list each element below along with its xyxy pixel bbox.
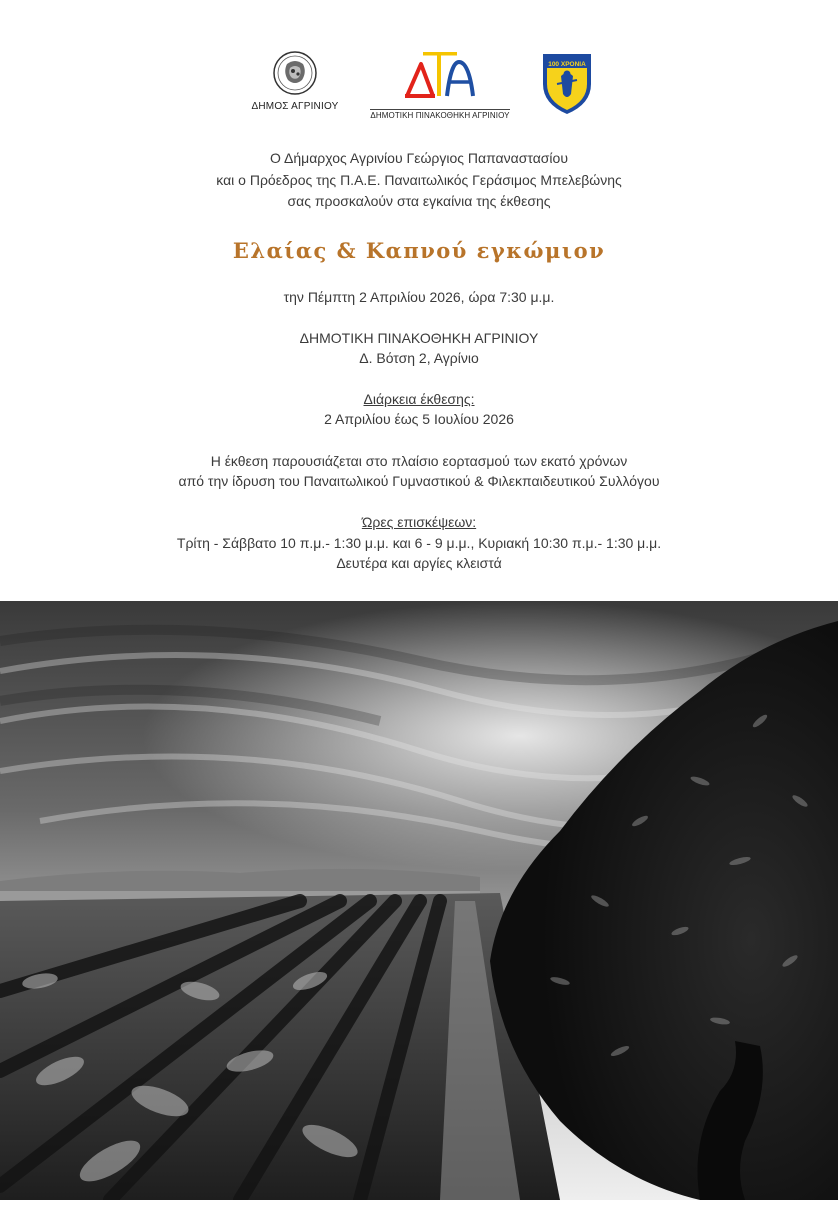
pae-badge-text: 100 ΧΡΟΝΙΑ <box>548 61 586 68</box>
context-line-2: από την ίδρυση του Παναιτωλικού Γυμναστικού & Φιλεκπαιδευτικού Συλλόγου <box>178 473 660 489</box>
opening-date: την Πέμπτη 2 Απριλίου 2026, ώρα 7:30 μ.μ. <box>283 289 555 305</box>
logos-row <box>0 50 838 120</box>
panaitolikos-crest-icon <box>539 50 595 116</box>
venue-name: ΔΗΜΟΤΙΚΗ ΠΙΝΑΚΟΘΗΚΗ ΑΓΡΙΝΙΟΥ <box>299 330 539 346</box>
hours-label: Ώρες επισκέψεων: <box>361 514 477 530</box>
pinakothiki-caption: ΔΗΜΟΤΙΚΗ ΠΙΝΑΚΟΘΗΚΗ ΑΓΡΙΝΙΟΥ <box>370 111 510 120</box>
dimos-caption: ΔΗΜΟΣ ΑΓΡΙΝΙΟΥ <box>251 101 339 112</box>
pinakothiki-logo <box>370 50 510 123</box>
invitation-line-3: σας προσκαλούν στα εγκαίνια της έκθεσης <box>287 193 551 209</box>
hours-line-2: Δευτέρα και αργίες κλειστά <box>336 555 502 571</box>
invitation-line-2: και ο Πρόεδρος της Π.Α.Ε. Παναιτωλικός Γεράσιμος Μπελεβώνης <box>216 172 622 188</box>
hours-line-1: Τρίτη - Σάββατο 10 π.μ.- 1:30 μ.μ. και 6 - 9 μ.μ., Κυριακή 10:30 π.μ.- 1:30 μ.μ. <box>176 535 662 551</box>
dimos-agriniou-logo <box>243 50 347 112</box>
panaitolikos-logo <box>538 50 596 121</box>
dpa-monogram-icon <box>399 50 481 100</box>
exhibition-title: Ελαίας & Καπνού εγκώμιον <box>232 238 606 263</box>
invitation-line-1: Ο Δήμαρχος Αγρινίου Γεώργιος Παπαναστασίου <box>270 150 568 166</box>
tobacco-olive-field-image <box>0 601 838 1200</box>
duration-value: 2 Απριλίου έως 5 Ιουλίου 2026 <box>324 411 514 427</box>
venue-address: Δ. Βότση 2, Αγρίνιο <box>359 350 479 366</box>
context-line-1: Η έκθεση παρουσιάζεται στο πλαίσιο εορτασμού των εκατό χρόνων <box>210 453 628 469</box>
dimos-seal-icon <box>272 50 318 96</box>
landscape-photo <box>0 601 838 1200</box>
duration-label: Διάρκεια έκθεσης: <box>363 391 475 407</box>
